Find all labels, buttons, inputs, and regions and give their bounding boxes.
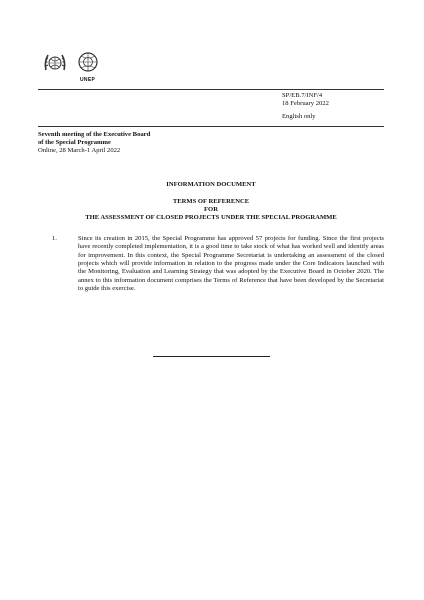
unep-emblem-icon	[75, 50, 101, 76]
closing-rule	[153, 356, 270, 357]
unep-label: UNEP	[80, 77, 96, 83]
paragraph-text: Since its creation in 2015, the Special Programme has approved 57 projects for funding. Since the first projects have recently completed implementation, it is a good time to take stock of what has worked well and identify areas for improvement. In this context, the Special Programme Secretariat is undertaking an assessment of the closed projects which will provide information in relation to the progress made under the Core Indicators launched with the Monitoring, Evaluation and Learning Strategy that was adopted by the Executive Board in October 2020. The annex to this information document comprises the Terms of Reference that have been developed by the Secretariat to guide this exercise.	[78, 235, 384, 293]
paragraph-number: 1.	[52, 235, 57, 242]
document-reference	[282, 92, 329, 109]
document-code: SP/EB.7/INF/4	[282, 92, 323, 99]
meeting-location-date: Online, 28 March-1 April 2022	[38, 147, 121, 155]
meeting-title-line1: Seventh meeting of the Executive Board	[38, 131, 151, 138]
language-note: English only	[282, 113, 316, 120]
paragraph-1	[38, 235, 384, 293]
terms-of-reference-heading	[38, 198, 384, 223]
tor-line-3: THE ASSESSMENT OF CLOSED PROJECTS UNDER THE SPECIAL PROGRAMME	[85, 214, 337, 222]
header-divider	[38, 89, 384, 90]
meeting-info	[38, 131, 150, 156]
information-document-heading: INFORMATION DOCUMENT	[166, 181, 256, 188]
meeting-title-line2: of the Special Programme	[38, 139, 111, 147]
tor-line-2: FOR	[204, 206, 218, 214]
un-emblem-icon	[42, 50, 68, 76]
tor-line-1: TERMS OF REFERENCE	[172, 198, 250, 205]
document-date: 18 February 2022	[282, 100, 329, 108]
meeting-divider	[38, 126, 384, 127]
